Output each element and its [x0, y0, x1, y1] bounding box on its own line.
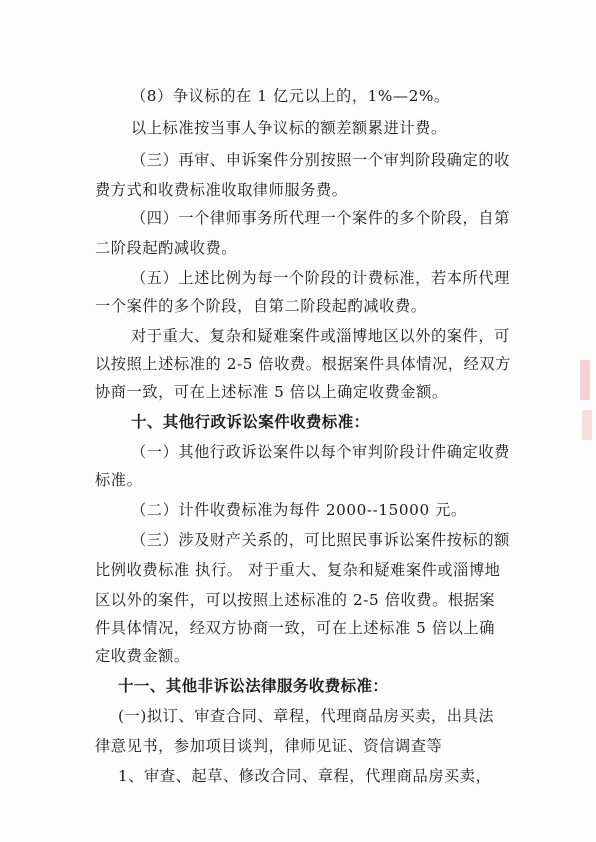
text-line: （四）一个律师事务所代理一个案件的多个阶段，自第 [131, 209, 510, 227]
text-line: 以上标准按当事人争议标的额差额累进计费。 [131, 119, 447, 137]
text-line: 费方式和收费标准收取律师服务费。 [95, 181, 348, 199]
text-line: （8）争议标的在 1 亿元以上的，1%—2%。 [131, 87, 450, 105]
text-line: （五）上述比例为每一个阶段的计费标准，若本所代理 [131, 269, 510, 287]
seal-mark [582, 410, 592, 440]
seal-mark [580, 360, 590, 400]
text-line: 一个案件的多个阶段，自第二阶段起酌减收费。 [95, 297, 427, 315]
text-line: 定收费金额。 [95, 647, 190, 665]
text-line: 标准。 [95, 471, 143, 489]
text-line: （一）其他行政诉讼案件以每个审判阶段计件确定收费 [131, 443, 510, 461]
text-line: 区以外的案件，可以按照上述标准的 2-5 倍收费。根据案 [95, 591, 496, 609]
text-line: 1、审查、起草、修改合同、章程，代理商品房买卖， [118, 767, 492, 785]
text-line: 件具体情况，经双方协商一致，可在上述标准 5 倍以上确 [95, 619, 496, 637]
text-line: 律意见书，参加项目谈判，律师见证、资信调查等 [95, 737, 443, 755]
text-line: (一)拟订、审查合同、章程，代理商品房买卖，出具法 [118, 707, 495, 725]
text-line: （三）涉及财产关系的，可比照民事诉讼案件按标的额 [131, 531, 510, 549]
text-line: 对于重大、复杂和疑难案件或淄博地区以外的案件，可 [131, 327, 510, 345]
text-line: 以按照上述标准的 2-5 倍收费。根据案件具体情况，经双方 [95, 355, 512, 373]
text-line: （二）计件收费标准为每件 2000--15000 元。 [131, 501, 467, 519]
text-line: 协商一致，可在上述标准 5 倍以上确定收费金额。 [95, 383, 448, 401]
text-line: 比例收费标准 执行。 对于重大、复杂和疑难案件或淄博地 [95, 561, 501, 579]
section-heading: 十一、其他非诉讼法律服务收费标准： [118, 677, 389, 695]
text-line: 二阶段起酌减收费。 [95, 239, 238, 257]
text-line: （三）再审、申诉案件分别按照一个审判阶段确定的收 [131, 151, 510, 169]
section-heading: 十、其他行政诉讼案件收费标准： [131, 413, 370, 431]
